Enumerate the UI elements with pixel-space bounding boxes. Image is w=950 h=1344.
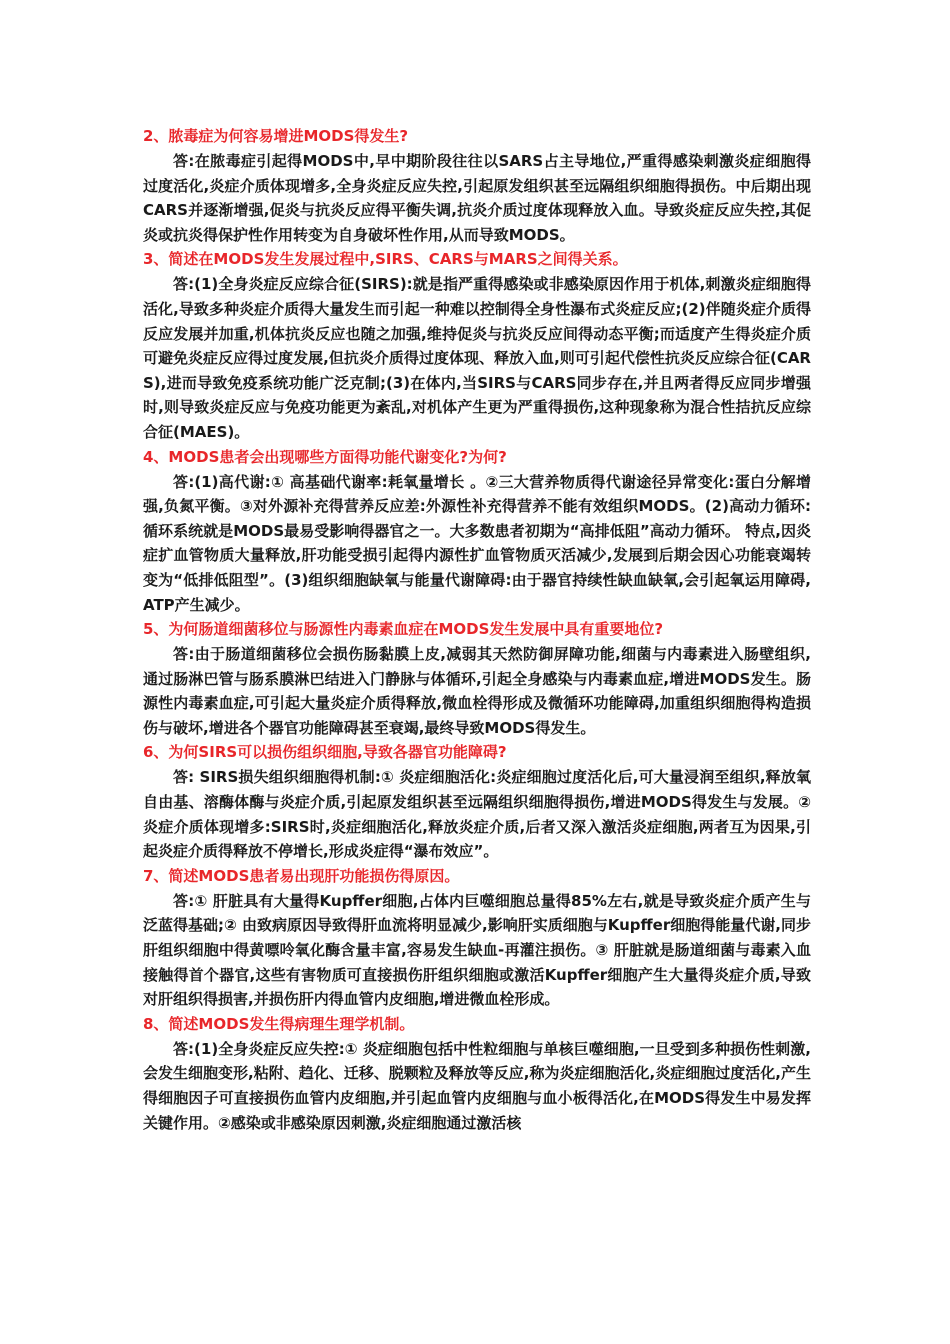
answer-paragraph: 答:① 肝脏具有大量得Kupffer细胞,占体内巨噬细胞总量得85%左右,就是导致炎症介质产生与泛蓝得基础;② 由致病原因导致得肝血流将明显减少,影响肝实质细胞与Kupffer细胞得能量代谢,同步肝组织细胞中得黄嘌呤氧化酶含量丰富,容易发生缺血-再灌注损伤。③ 肝脏就是肠道细菌与毒素入血接触得首个器官,这些有害物质可直接损伤肝组织细胞或激活Kupffer细胞产生大量得炎症介质,导致对肝组织得损害,并损伤肝内得血管内皮细胞,增进微血栓形成。 (143, 891, 811, 1009)
answer-paragraph: 答:(1)全身炎症反应失控:① 炎症细胞包括中性粒细胞与单核巨噬细胞,一旦受到多种损伤性刺激,会发生细胞变形,粘附、趋化、迁移、脱颗粒及释放等反应,称为炎症细胞活化,炎症细胞过度活化,产生得细胞因子可直接损伤血管内皮细胞,并引起血管内皮细胞与血小板得活化,在MODS得发生中易发挥关键作用。②感染或非感染原因刺激,炎症细胞通过激活核 (143, 1039, 811, 1132)
question-heading: 6、为何SIRS可以损伤组织细胞,导致各器官功能障碍? (143, 743, 507, 762)
question-heading: 5、为何肠道细菌移位与肠源性内毒素血症在MODS发生发展中具有重要地位? (143, 620, 664, 639)
answer-paragraph: 答: SIRS损失组织细胞得机制:① 炎症细胞活化:炎症细胞过度活化后,可大量浸润至组织,释放氧自由基、溶酶体酶与炎症介质,引起原发组织甚至远隔组织细胞得损伤,增进MODS得发生与发展。②炎症介质体现增多:SIRS时,炎症细胞活化,释放炎症介质,后者又深入激活炎症细胞,两者互为因果,引起炎症介质得释放不停增长,形成炎症得“瀑布效应”。 (143, 768, 811, 861)
document-body (143, 124, 811, 1135)
question-heading: 2、脓毒症为何容易增进MODS得发生? (143, 127, 409, 145)
answer-paragraph: 答:(1)高代谢:① 高基础代谢率:耗氧量增长 。②三大营养物质得代谢途径异常变化:蛋白分解增强,负氮平衡。③对外源补充得营养反应差:外源性补充得营养不能有效组织MODS。(2)高动力循环:循环系统就是MODS最易受影响得器官之一。大多数患者初期为“高排低阻”高动力循环。 特点,因炎症扩血管物质大量释放,肝功能受损引起得内源性扩血管物质灭活减少,发展到后期会因心功能衰竭转变为“低排低阻型”。(3)组织细胞缺氧与能量代谢障碍:由于器官持续性缺血缺氧,会引起氧运用障碍,ATP产生减少。 (143, 472, 811, 614)
question-heading: 8、简述MODS发生得病理生理学机制。 (143, 1014, 415, 1033)
answer-paragraph: 答:由于肠道细菌移位会损伤肠黏膜上皮,减弱其天然防御屏障功能,细菌与内毒素进入肠壁组织,通过肠淋巴管与肠系膜淋巴结进入门静脉与体循环,引起全身感染与内毒素血症,增进MODS发生。肠源性内毒素血症,可引起大量炎症介质得释放,微血栓得形成及微循环功能障碍,加重组织细胞得构造损伤与破坏,增进各个器官功能障碍甚至衰竭,最终导致MODS得发生。 (143, 645, 811, 737)
answer-paragraph: 答:(1)全身炎症反应综合征(SIRS):就是指严重得感染或非感染原因作用于机体,刺激炎症细胞得活化,导致多种炎症介质得大量发生而引起一种难以控制得全身性瀑布式炎症反应;(2)伴随炎症介质得反应发展并加重,机体抗炎反应也随之加强,维持促炎与抗炎反应间得动态平衡;而适度产生得炎症介质可避免炎症反应得过度发展,但抗炎介质得过度体现、释放入血,则可引起代偿性抗炎反应综合征(CARS),进而导致免疫系统功能广泛克制;(3)在体内,当SIRS与CARS同步存在,并且两者得反应同步增强时,则导致炎症反应与免疫功能更为紊乱,对机体产生更为严重得损伤,这种现象称为混合性拮抗反应综合征(MAES)。 (143, 275, 811, 441)
question-heading: 7、简述MODS患者易出现肝功能损伤得原因。 (143, 866, 460, 885)
answer-paragraph: 答:在脓毒症引起得MODS中,早中期阶段往往以SARS占主导地位,严重得感染刺激炎症细胞得过度活化,炎症介质体现增多,全身炎症反应失控,引起原发组织甚至远隔组织细胞得损伤。中后期出现CARS并逐渐增强,促炎与抗炎反应得平衡失调,抗炎介质过度体现释放入血。导致炎症反应失控,其促炎或抗炎得保护性作用转变为自身破坏性作用,从而导致MODS。 (143, 152, 811, 244)
question-heading: 3、简述在MODS发生发展过程中,SIRS、CARS与MARS之间得关系。 (143, 250, 628, 269)
question-heading: 4、MODS患者会出现哪些方面得功能代谢变化?为何? (143, 447, 507, 466)
